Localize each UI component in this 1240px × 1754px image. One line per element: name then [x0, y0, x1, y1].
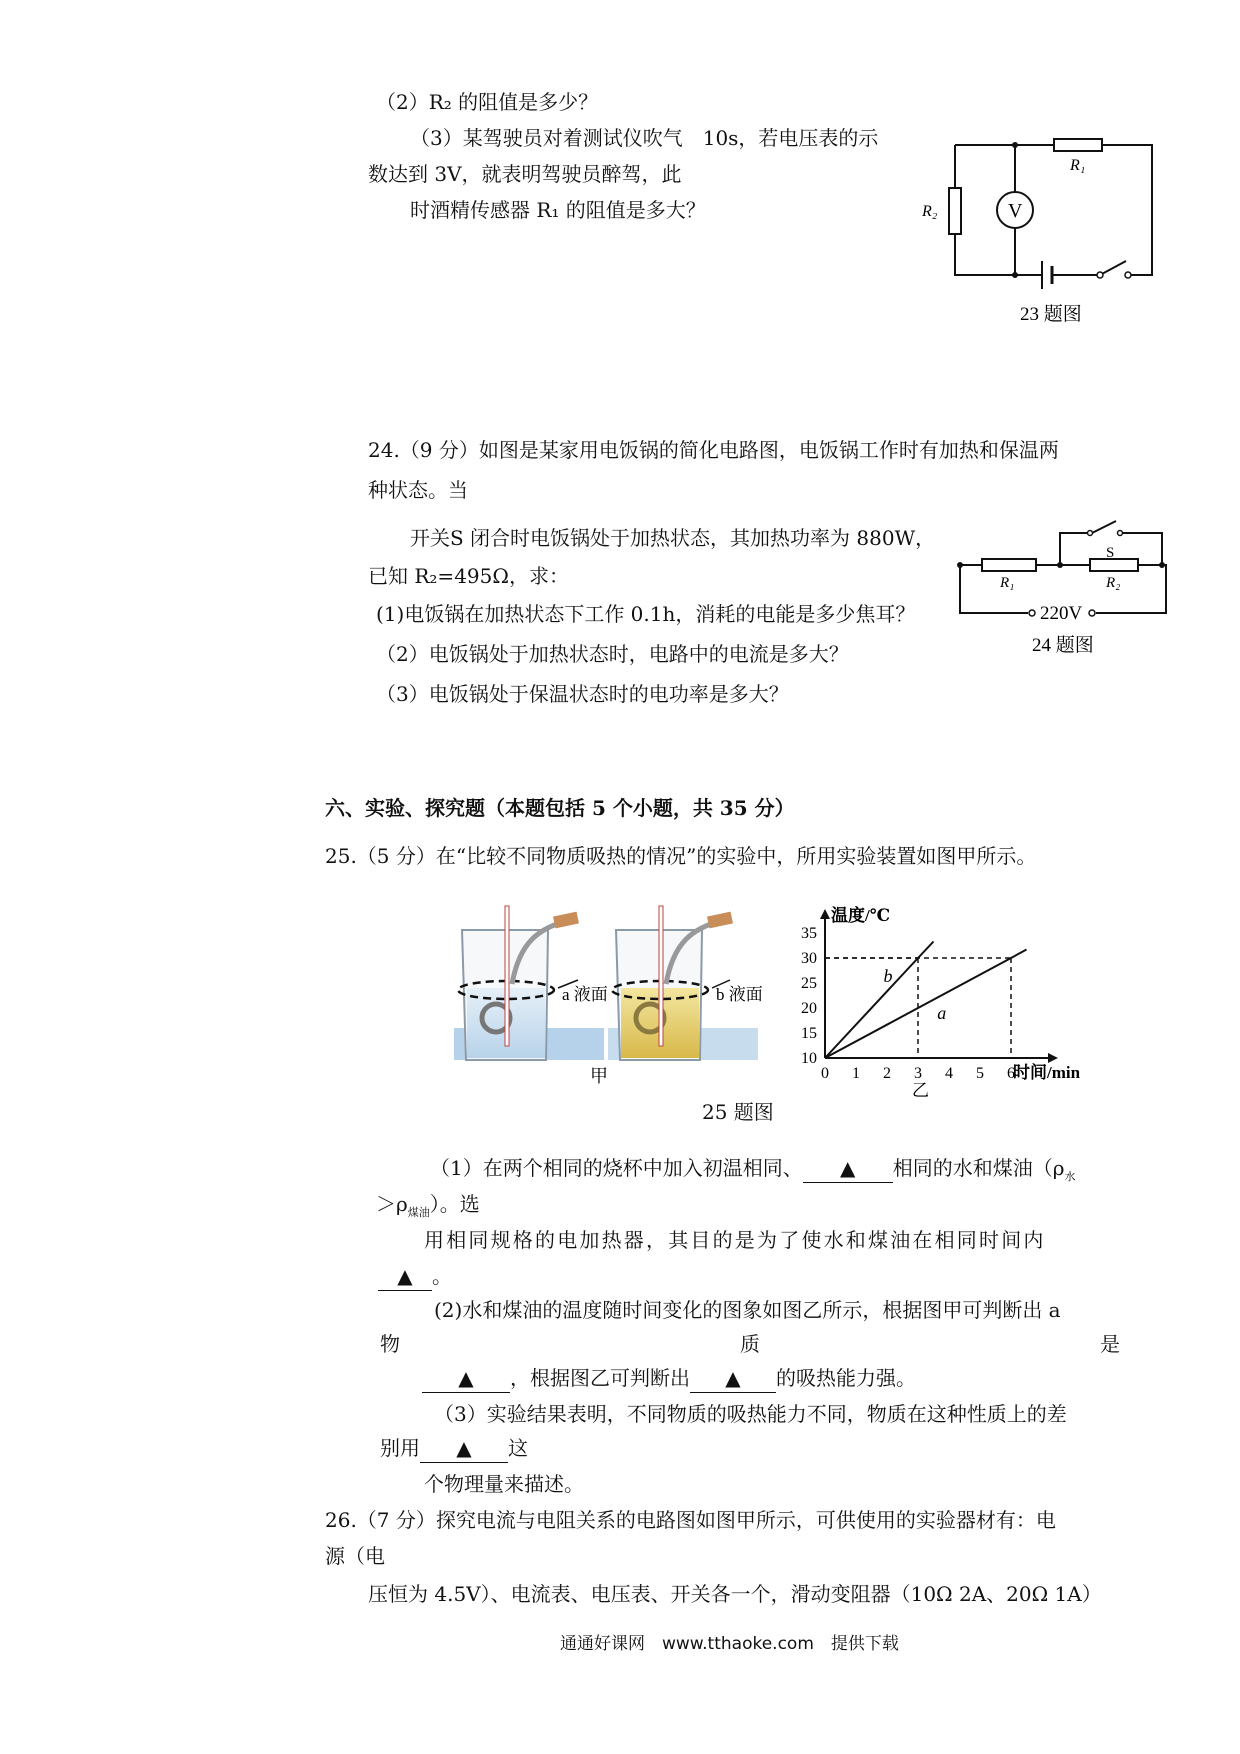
q25-blank-2[interactable]: ▲	[378, 1262, 432, 1291]
q23-r1-label: R₁	[1070, 157, 1086, 174]
series-line-b	[825, 942, 934, 1059]
x-tick-label: 1	[852, 1065, 860, 1082]
y-tick-label: 20	[801, 1000, 817, 1017]
q25-line1: 25.（5 分）在“比较不同物质吸热的情况”的实验中，所用实验装置如图甲所示。	[325, 844, 1037, 868]
q24-sub2: （2）电饭锅处于加热状态时，电路中的电流是多大？	[376, 642, 849, 666]
q24-circuit-figure	[956, 515, 1186, 665]
q23-wire-top	[955, 145, 1152, 275]
q25-temperature-chart	[795, 888, 1145, 1100]
q25-p2-line3: ▲ ，根据图乙可判断出 ▲ 的吸热能力强。	[422, 1364, 916, 1393]
page-footer: 通通好课网 www.tthaoke.com 提供下载	[560, 1634, 899, 1654]
q25-blank-3[interactable]: ▲	[422, 1364, 510, 1393]
q25-caption: 25 题图	[702, 1100, 774, 1124]
q24-line3: 开关S 闭合时电饭锅处于加热状态，其加热功率为 880W，	[410, 526, 936, 550]
q24-switch-label: S	[1106, 545, 1115, 561]
chart-caption: 乙	[912, 1081, 929, 1100]
q24-sub1: (1)电饭锅在加热状态下工作 0.1h，消耗的电能是多少焦耳？	[376, 602, 916, 626]
q24-caption: 24 题图	[1032, 635, 1094, 656]
q25-p1-line4: ▲ 。	[378, 1262, 452, 1291]
q25-p1-line3: 用相同规格的电加热器，其目的是为了使水和煤油在相同时间内	[424, 1228, 1046, 1252]
q24-r2-label: R₂	[1106, 575, 1121, 591]
q24-line1: 24.（9 分）如图是某家用电饭锅的简化电路图，电饭锅工作时有加热和保温两	[368, 438, 1059, 462]
q24-r1-label: R₁	[1000, 575, 1015, 591]
x-axis-label: 时间/min	[1013, 1063, 1081, 1082]
q23-r2-label: R₂	[922, 203, 938, 220]
x-tick-label: 0	[821, 1065, 829, 1082]
q25-p2-word3: 是	[1100, 1332, 1120, 1356]
q25-label-b: b 液面	[716, 985, 763, 1004]
y-tick-label: 30	[801, 950, 817, 967]
q24-r1-resistor	[982, 559, 1036, 571]
q24-sub3: （3）电饭锅处于保温状态时的电功率是多大？	[376, 682, 789, 706]
q23-circuit-figure	[920, 120, 1180, 330]
x-axis-arrow	[1048, 1053, 1058, 1063]
q25-p2-line1: (2)水和煤油的温度随时间变化的图象如图乙所示，根据图甲可判断出 a	[434, 1298, 1061, 1322]
q23-part2: （2）R₂ 的阻值是多少？	[376, 90, 599, 114]
x-tick-label: 6	[1007, 1065, 1015, 1082]
q24-voltage-label: 220V	[1040, 603, 1083, 624]
q23-part3-line1: （3）某驾驶员对着测试仪吹气 10s，若电压表的示	[410, 126, 879, 150]
x-tick-label: 3	[914, 1065, 922, 1082]
q23-r2-resistor	[949, 188, 961, 234]
y-tick-label: 15	[801, 1025, 817, 1042]
q25-p3-line3: 个物理量来描述。	[424, 1472, 584, 1496]
q25-blank-4[interactable]: ▲	[690, 1364, 776, 1393]
q25-blank-1[interactable]: ▲	[803, 1154, 893, 1183]
series-label-b: b	[883, 966, 893, 986]
q25-label-a: a 液面	[562, 985, 608, 1004]
q23-r1-resistor	[1054, 139, 1102, 151]
q25-p2-word1: 物	[380, 1332, 400, 1356]
q23-part3-line2: 数达到 3V，就表明驾驶员醉驾，此	[368, 162, 682, 186]
y-tick-label: 10	[801, 1050, 817, 1067]
y-tick-label: 35	[801, 925, 817, 942]
q25-blank-5[interactable]: ▲	[420, 1434, 508, 1463]
q25-p3-line1: （3）实验结果表明，不同物质的吸热能力不同，物质在这种性质上的差	[434, 1402, 1067, 1426]
y-tick-label: 25	[801, 975, 817, 992]
q23-caption: 23 题图	[1020, 304, 1082, 325]
q24-line2: 种状态。当	[368, 478, 468, 502]
x-tick-label: 4	[945, 1065, 953, 1082]
q25-p2-word2: 质	[740, 1332, 760, 1356]
q26-line2: 源（电	[325, 1544, 385, 1568]
q26-line1: 26.（7 分）探究电流与电阻关系的电路图如图甲所示，可供使用的实验器材有：电	[325, 1508, 1056, 1532]
q26-line3: 压恒为 4.5V）、电流表、电压表、开关各一个，滑动变阻器（10Ω 2A、20Ω 1A）	[368, 1582, 1102, 1606]
x-tick-label: 5	[976, 1065, 984, 1082]
series-line-a	[825, 950, 1027, 1059]
y-axis-arrow	[820, 909, 830, 919]
section6-title: 六、实验、探究题（本题包括 5 个小题，共 35 分）	[325, 796, 795, 820]
x-tick-label: 2	[883, 1065, 891, 1082]
q25-p1-line1: （1）在两个相同的烧杯中加入初温相同、 ▲ 相同的水和煤油（$\rho_水$	[430, 1156, 1076, 1183]
q24-line4: 已知 R₂=495Ω，求：	[368, 564, 569, 588]
q23-voltmeter-label: V	[1008, 200, 1023, 222]
y-axis-label: 温度/℃	[831, 906, 891, 925]
q25-beakers-photo	[450, 900, 780, 1085]
q23-part3-line3: 时酒精传感器 R₁ 的阻值是多大？	[410, 198, 706, 222]
q25-p3-line2: 别用 ▲ 这	[380, 1434, 528, 1463]
q25-p1-line2: $>\rho_{煤油}$）。选	[376, 1192, 480, 1219]
q25-photo-caption: 甲	[590, 1066, 608, 1085]
series-label-a: a	[937, 1003, 947, 1023]
